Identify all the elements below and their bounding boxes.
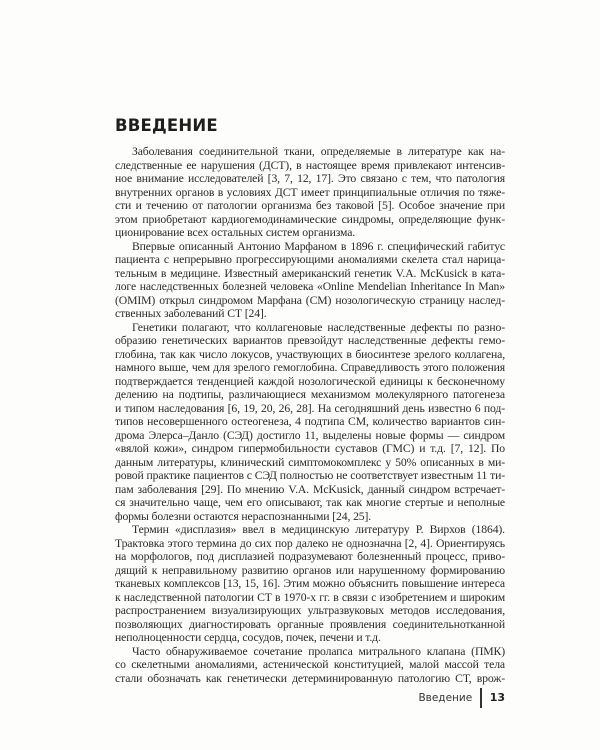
paragraph — [115, 523, 505, 645]
text-line: данным литературы, клинический симптомокомплекс у 50% описанных в ми- — [115, 455, 505, 469]
paragraph — [115, 145, 505, 240]
text-line: делению на подтипы, различающиеся механизмом молекулярного патогенеза — [115, 388, 505, 401]
text-line: сти и течению от патологии организма без таковой [5]. Особое значение при — [115, 199, 505, 212]
page-number: 13 — [489, 691, 505, 704]
text-line: пам заболевания [29]. По мнению V.A. McKusick, данный синдром встречает- — [115, 482, 505, 496]
text-line: формы болезни остаются нераспознанными [24, 25]. — [115, 509, 372, 523]
text-line: ся значительно чаще, чем его описывают, так как многие стертые и неполные — [115, 496, 505, 509]
text-line: этом приобретают кардиогемодинамические синдромы, определяющие функ- — [115, 212, 505, 226]
page-footer — [418, 688, 505, 708]
text-line: типов несовершенного остеогенеза, 4 подтипа СМ, количество вариантов син- — [115, 415, 505, 428]
text-line: «вялой кожи», синдром гипермобильности суставов (ГМС) и т.д. [7, 12]. По — [115, 442, 505, 455]
text-line: и типом наследования [6, 19, 20, 26, 28]. На сегодняшний день известно 6 под- — [115, 401, 505, 415]
text-line: ционирование всех остальных систем организма. — [115, 226, 356, 239]
text-line: распространением визуализирующих ультразвуковых методов исследования, — [115, 604, 505, 617]
text-line: пациента с непрерывно прогрессирующими аномалиями скелета стал нарица- — [115, 253, 505, 266]
footer-divider — [480, 688, 482, 708]
text-line: Генетики полагают, что коллагеновые наследственные дефекты по разно- — [132, 320, 505, 334]
text-line: позволяющих диагностировать органные проявления соединительнотканной — [115, 617, 505, 631]
text-line: логе наследственных болезней человека «Online Mendelian Inheritance In Man» — [115, 280, 505, 293]
text-line: стали обозначать как генетически детерминированную патологию СТ, врож- — [115, 671, 505, 685]
text-line: дрома Элерса–Данло (СЭД) достигло 11, выделены новые формы — синдром — [115, 428, 505, 442]
text-line: тканевых комплексов [13, 15, 16]. Этим можно объяснить повышение интереса — [115, 577, 505, 590]
paragraph — [115, 645, 505, 686]
text-line: тельным в медицине. Известный американский генетик V.A. McKusick в ката- — [115, 266, 505, 280]
text-line: ное внимание исследователей [3, 7, 12, 17]. Это связано с тем, что патология — [115, 172, 505, 185]
running-footer-section: Введение — [418, 692, 473, 704]
text-line: дящий к неправильному развитию органов или нарушенному формированию — [115, 563, 505, 577]
text-line: следственные ее нарушения (ДСТ), в настоящее время привлекают интенсив- — [115, 158, 505, 172]
text-line: Термин «дисплазия» ввел в медицинскую литературу Р. Вирхов (1864). — [132, 523, 505, 536]
text-line: внутренних органов в условиях ДСТ имеет принципиальные отличия по тяже- — [115, 185, 505, 199]
text-line: неполноценности сердца, сосудов, почек, печени и т.д. — [115, 631, 381, 644]
paragraph — [115, 240, 505, 321]
text-line: намного выше, чем для зрелого гемоглобина. Справедливость этого положения — [115, 361, 505, 374]
text-line: на морфологов, под дисплазией подразумевают болезненный процесс, приво- — [115, 550, 505, 563]
text-line: Заболевания соединительной ткани, определяемые в литературе как на- — [132, 145, 505, 158]
text-line: ственных заболеваний СТ [24]. — [115, 307, 267, 320]
body-text — [115, 145, 505, 685]
chapter-heading: ВВЕДЕНИЕ — [115, 116, 218, 135]
text-line: Впервые описанный Антонио Марфаном в 1896 г. специфический габитус — [132, 239, 505, 253]
text-line: ровой практике пациентов с СЭД полностью не соответствует известным 11 ти- — [115, 469, 505, 482]
paragraph — [115, 321, 505, 524]
text-line: Часто обнаруживаемое сочетание пролапса митрального клапана (ПМК) — [132, 644, 505, 658]
text-line: глобина, так как число локусов, участвующих в биосинтезе зрелого коллагена, — [115, 347, 505, 361]
text-line: Трактовка этого термина до сих пор далеко не однозначна [2, 4]. Ориентируясь — [115, 536, 505, 550]
text-line: со скелетными аномалиями, астенической конституцией, малой массой тела — [115, 658, 505, 671]
text-line: к наследственной патологии СТ в 1970-х гг. в связи с изобретением и широким — [115, 590, 505, 604]
text-line: подтверждается тенденцией каждой нозологической единицы к бесконечному — [115, 374, 505, 388]
text-line: образию генетических вариантов превзойдут наследственные дефекты гемо- — [115, 334, 505, 347]
text-line: (OMIM) открыл синдромом Марфана (СМ) нозологическую страницу наслед- — [115, 293, 505, 307]
